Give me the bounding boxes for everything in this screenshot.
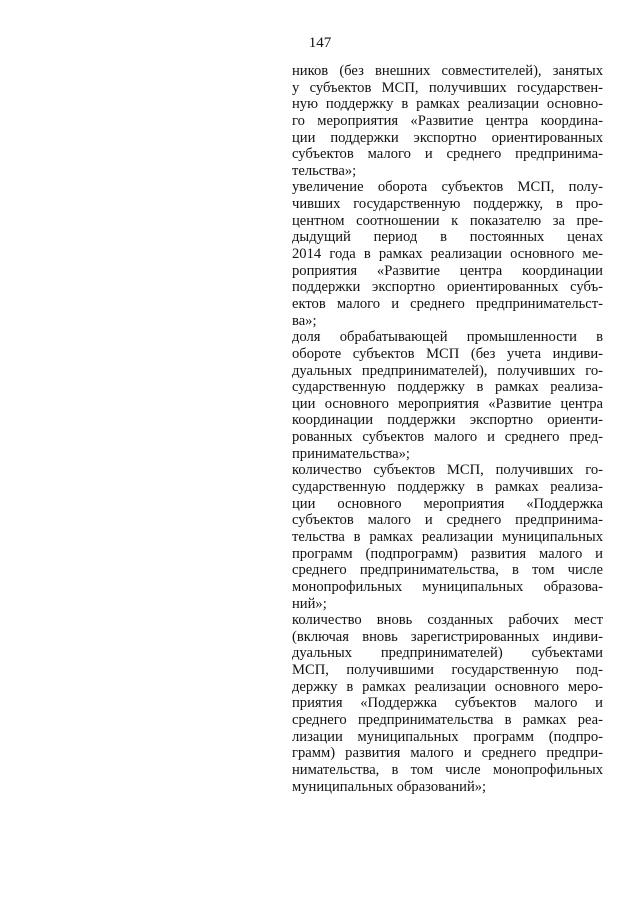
text-line: доля обрабатывающей промышленности в bbox=[292, 329, 603, 346]
text-line: принимательства»; bbox=[292, 445, 410, 462]
text-line: рованных субъектов малого и среднего пред- bbox=[292, 429, 603, 446]
page-number: 147 bbox=[308, 35, 332, 51]
text-line: увеличение оборота субъектов МСП, полу- bbox=[292, 179, 603, 196]
text-line: го мероприятия «Развитие центра координа- bbox=[292, 112, 603, 129]
paragraph bbox=[292, 329, 603, 462]
text-line: грамм) развития малого и среднего предпри- bbox=[292, 745, 603, 762]
paragraph bbox=[292, 612, 603, 795]
text-line: количество субъектов МСП, получивших го- bbox=[292, 462, 603, 479]
text-line: ции основного мероприятия «Поддержка bbox=[292, 495, 603, 512]
text-line: у субъектов МСП, получивших государствен- bbox=[292, 79, 603, 96]
text-line: сударственную поддержку в рамках реализа- bbox=[292, 379, 603, 396]
text-line: ции поддержки экспортно ориентированных bbox=[292, 129, 603, 146]
text-line: обороте субъектов МСП (без учета индиви- bbox=[292, 345, 603, 362]
text-line: ний»; bbox=[292, 595, 327, 612]
text-line: ную поддержку в рамках реализации основно- bbox=[292, 96, 603, 113]
text-line: приятия «Поддержка субъектов малого и bbox=[292, 695, 603, 712]
text-line: ников (без внешних совместителей), занятых bbox=[292, 63, 603, 79]
text-line: дыдущий период в постоянных ценах bbox=[292, 229, 603, 246]
text-line: лизации муниципальных программ (подпро- bbox=[292, 728, 603, 745]
paragraph bbox=[292, 179, 603, 329]
text-line: координации поддержки экспортно ориенти- bbox=[292, 412, 603, 429]
text-line: нимательства, в том числе монопрофильных bbox=[292, 761, 603, 778]
text-line: 2014 года в рамках реализации основного ме- bbox=[292, 246, 603, 263]
text-line: субъектов малого и среднего предпринима- bbox=[292, 146, 603, 163]
text-line: чивших государственную поддержку, в про- bbox=[292, 196, 603, 213]
text-line: количество вновь созданных рабочих мест bbox=[292, 612, 603, 629]
paragraph bbox=[292, 63, 603, 179]
text-line: среднего предпринимательства, в том числе bbox=[292, 562, 603, 579]
document-body bbox=[292, 63, 603, 795]
text-line: программ (подпрограмм) развития малого и bbox=[292, 545, 603, 562]
paragraph bbox=[292, 462, 603, 612]
text-line: ектов малого и среднего предпринимательст- bbox=[292, 295, 603, 312]
text-line: тельства»; bbox=[292, 162, 357, 179]
text-line: держку в рамках реализации основного меро- bbox=[292, 678, 603, 695]
text-line: дуальных предпринимателей) субъектами bbox=[292, 645, 603, 662]
text-line: муниципальных образований»; bbox=[292, 778, 487, 795]
text-line: тельства в рамках реализации муниципальных bbox=[292, 528, 603, 545]
text-line: сударственную поддержку в рамках реализа- bbox=[292, 479, 603, 496]
text-line: поддержки экспортно ориентированных субъ- bbox=[292, 279, 603, 296]
text-line: монопрофильных муниципальных образова- bbox=[292, 578, 603, 595]
text-line: субъектов малого и среднего предпринима- bbox=[292, 512, 603, 529]
text-line: роприятия «Развитие центра координации bbox=[292, 262, 603, 279]
text-line: МСП, получившими государственную под- bbox=[292, 662, 603, 679]
text-line: центном соотношении к показателю за пре- bbox=[292, 212, 603, 229]
text-line: (включая вновь зарегистрированных индиви- bbox=[292, 628, 603, 645]
text-line: среднего предпринимательства в рамках реа- bbox=[292, 711, 603, 728]
text-line: дуальных предпринимателей), получивших го- bbox=[292, 362, 603, 379]
text-line: ва»; bbox=[292, 312, 317, 329]
text-line: ции основного мероприятия «Развитие центра bbox=[292, 395, 603, 412]
